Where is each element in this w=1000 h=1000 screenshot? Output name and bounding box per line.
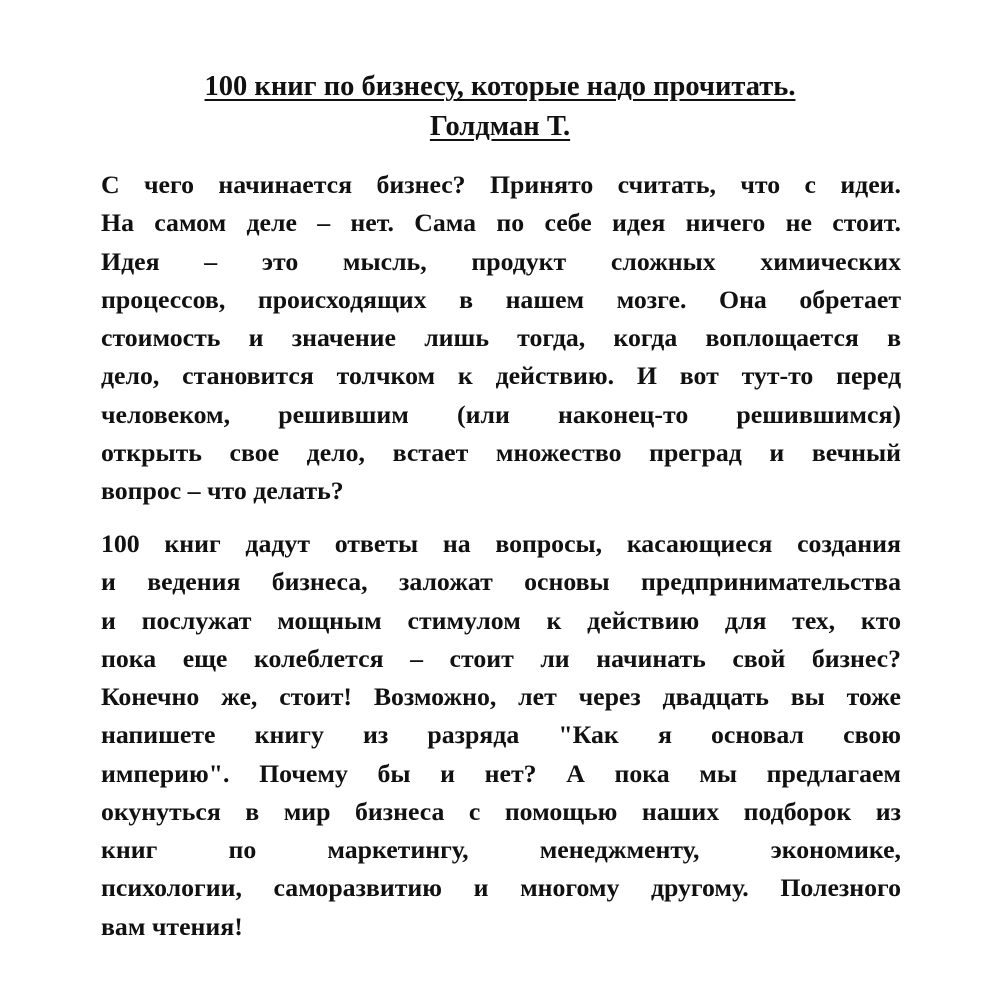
text-line: книг по маркетингу, менеджменту, экономике, xyxy=(101,835,901,864)
document-title xyxy=(100,67,900,147)
text-line: Конечно же, стоит! Возможно, лет через двадцать вы тоже xyxy=(101,682,901,711)
text-line: и ведения бизнеса, заложат основы предпринимательства xyxy=(101,567,901,597)
text-line: вопрос – что делать? xyxy=(101,476,344,505)
paragraph-intro xyxy=(101,166,901,510)
title-author: Голдман Т. xyxy=(429,111,571,142)
text-line: психологии, саморазвитию и многому другому. Полезного xyxy=(101,873,901,903)
text-line: вам чтения! xyxy=(101,911,243,941)
text-line: С чего начинается бизнес? Принято считать, что с идеи. xyxy=(101,170,901,199)
title-main: 100 книг по бизнесу, которые надо прочитать. xyxy=(204,71,796,102)
text-line: напишете книгу из разряда "Как я основал свою xyxy=(101,720,901,750)
text-line: пока еще колеблется – стоит ли начинать свой бизнес? xyxy=(101,643,901,673)
text-line: империю". Почему бы и нет? А пока мы предлагаем xyxy=(101,758,901,788)
text-line: 100 книг дадут ответы на вопросы, касающиеся создания xyxy=(101,529,901,558)
text-line: процессов, происходящих в нашем мозге. Она обретает xyxy=(101,284,901,314)
text-line: человеком, решившим (или наконец-то решившимся) xyxy=(101,399,901,429)
text-line: окунуться в мир бизнеса с помощью наших подборок из xyxy=(101,796,901,826)
text-line: открыть свое дело, встает множество преград и вечный xyxy=(101,437,901,467)
text-line: и послужат мощным стимулом к действию для тех, кто xyxy=(101,605,901,635)
text-line: На самом деле – нет. Сама по себе идея ничего не стоит. xyxy=(101,208,901,238)
text-line: Идея – это мысль, продукт сложных химических xyxy=(101,246,901,276)
text-line: дело, становится толчком к действию. И вот тут-то перед xyxy=(101,361,901,391)
paragraph-books xyxy=(101,525,901,946)
text-line: стоимость и значение лишь тогда, когда воплощается в xyxy=(101,323,901,352)
